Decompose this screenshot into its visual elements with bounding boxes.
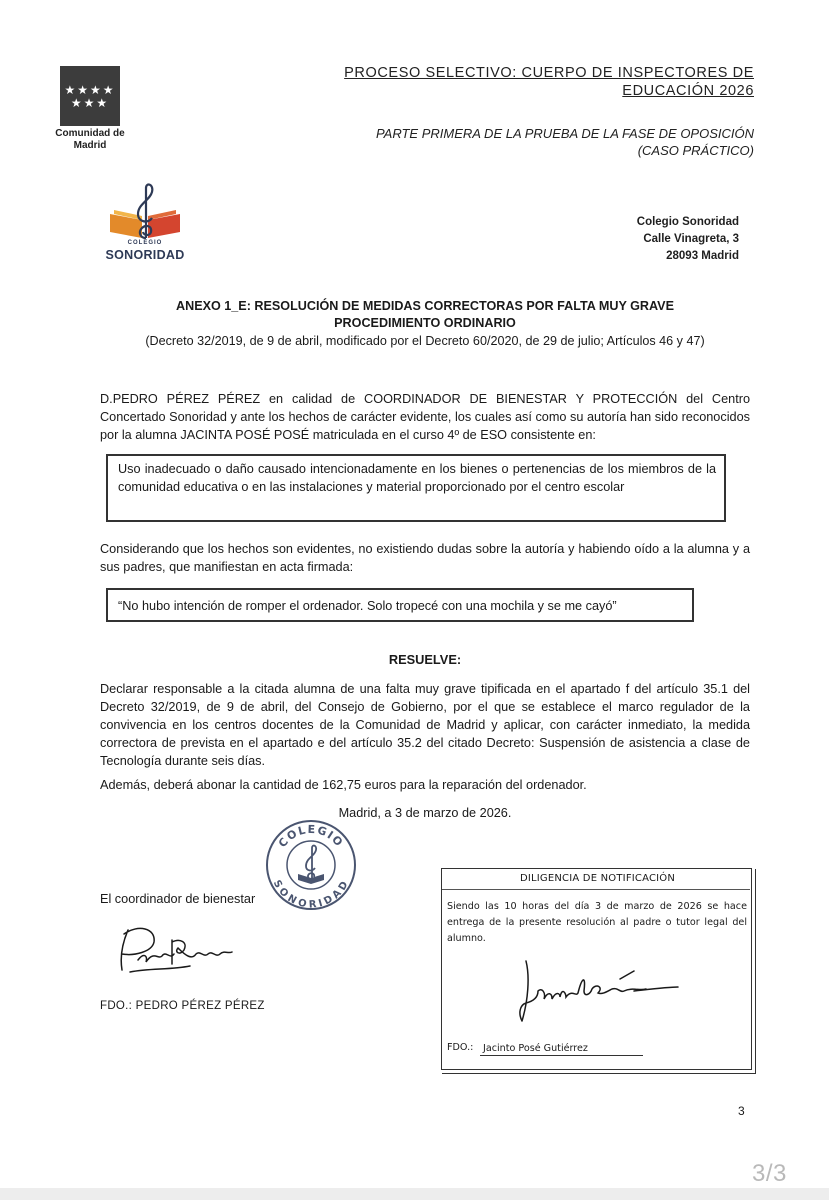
conduct-description-box: Uso inadecuado o daño causado intencionadamente en los bienes o pertenencias de los miembros de la comunidad educativa o en las instalaciones y material proporcionado por el centro escolar <box>106 454 726 522</box>
proceso-line-2: EDUCACIÓN 2026 <box>622 83 754 99</box>
address-line-1: Colegio Sonoridad <box>636 216 739 228</box>
viewer-page-count: 3/3 <box>752 1160 787 1187</box>
address-line-3: 28093 Madrid <box>666 250 739 262</box>
page-number: 3 <box>738 1104 745 1118</box>
proceso-selectivo-title <box>274 64 754 100</box>
date-line: Madrid, a 3 de marzo de 2026. <box>338 806 512 820</box>
comunidad-madrid-logo <box>60 66 120 126</box>
address-line-2: Calle Vinagreta, 3 <box>643 233 739 245</box>
signer-role: El coordinador de bienestar <box>100 892 256 906</box>
stamp-top-text: COLEGIO <box>275 822 347 850</box>
parent-signature <box>512 957 682 1027</box>
considerando-paragraph: Considerando que los hechos son evidentes, no existiendo dudas sobre la autoría y habiendo oído a la alumna y a sus padres, que manifiestan en acta firmada: <box>100 542 750 574</box>
payment-paragraph: Además, deberá abonar la cantidad de 162,75 euros para la reparación del ordenador. <box>100 778 587 792</box>
intro-paragraph: D.PEDRO PÉREZ PÉREZ en calidad de COORDINADOR DE BIENESTAR Y PROTECCIÓN del Centro Concertado Sonoridad y ante los hechos de carácter evidente, los cuales así como su autoría han sido reconocidos por la alumna JACINTA POSÉ POSÉ matriculada en el curso 4º de ESO consistente en: <box>100 392 750 442</box>
comunidad-madrid-label: Comunidad de Madrid <box>55 128 125 151</box>
diligencia-title: DILIGENCIA DE NOTIFICACIÓN <box>519 873 676 884</box>
annex-title-line-2: PROCEDIMIENTO ORDINARIO <box>334 316 516 330</box>
coordinator-signature <box>110 920 240 980</box>
decree-reference: (Decreto 32/2019, de 9 de abril, modificado por el Decreto 60/2020, de 29 de julio; Artículos 46 y 47) <box>145 334 705 348</box>
diligencia-fdo-name: Jacinto Posé Gutiérrez <box>480 1042 643 1056</box>
school-address <box>479 214 739 265</box>
annex-title <box>100 298 750 332</box>
diligencia-box <box>441 868 752 1070</box>
proceso-line-1: PROCESO SELECTIVO: CUERPO DE INSPECTORES DE <box>344 65 754 81</box>
resolution-paragraph: Declarar responsable a la citada alumna de una falta muy grave tipificada en el apartado f del artículo 35.1 del Decreto 32/2019, de 9 de abril, del Consejo de Gobierno, por el que se establece el marco regulador de la convivencia en los centros docentes de la Comunidad de Madrid y aplicar, con carácter inmediato, la medida correctora de prevista en el apartado e del artículo 35.2 del citado Decreto: Suspensión de asistencia a clase de Tecnología durante seis días. <box>100 682 750 768</box>
handwritten-signature-icon <box>110 920 240 980</box>
resuelve-heading: RESUELVE: <box>388 652 462 667</box>
logo-colegio-text: COLEGIO <box>127 240 163 246</box>
book-clef-icon <box>100 180 190 242</box>
stamp-seal-icon <box>264 818 358 912</box>
school-stamp <box>264 818 358 912</box>
svg-text:COLEGIO <box>276 823 346 850</box>
stamp-bottom-text: SONORIDAD <box>270 878 352 911</box>
diligencia-divider <box>442 889 750 890</box>
logo-stars-bottom: ★★★ <box>70 96 110 110</box>
student-statement-box: “No hubo intención de romper el ordenador. Solo tropecé con una mochila y se me cayó” <box>106 588 694 622</box>
parte-primera-subtitle <box>274 125 754 159</box>
colegio-sonoridad-logo <box>100 180 190 275</box>
diligencia-fdo-label: FDO.: <box>447 1042 474 1053</box>
handwritten-signature-icon <box>512 957 682 1027</box>
parte-line-2: (CASO PRÁCTICO) <box>637 143 754 158</box>
annex-title-line-1: ANEXO 1_E: RESOLUCIÓN DE MEDIDAS CORRECTORAS POR FALTA MUY GRAVE <box>176 299 674 313</box>
viewer-bottom-band <box>0 1188 829 1200</box>
diligencia-text: Siendo las 10 horas del día 3 de marzo de 2026 se hace entrega de la presente resolución al padre o tutor legal del alumno. <box>447 901 747 944</box>
logo-stars-top: ★★★★ <box>64 83 116 97</box>
coordinator-fdo: FDO.: PEDRO PÉREZ PÉREZ <box>100 1000 265 1012</box>
parte-line-1: PARTE PRIMERA DE LA PRUEBA DE LA FASE DE OPOSICIÓN <box>375 126 754 141</box>
logo-sonoridad-text: SONORIDAD <box>105 248 185 262</box>
